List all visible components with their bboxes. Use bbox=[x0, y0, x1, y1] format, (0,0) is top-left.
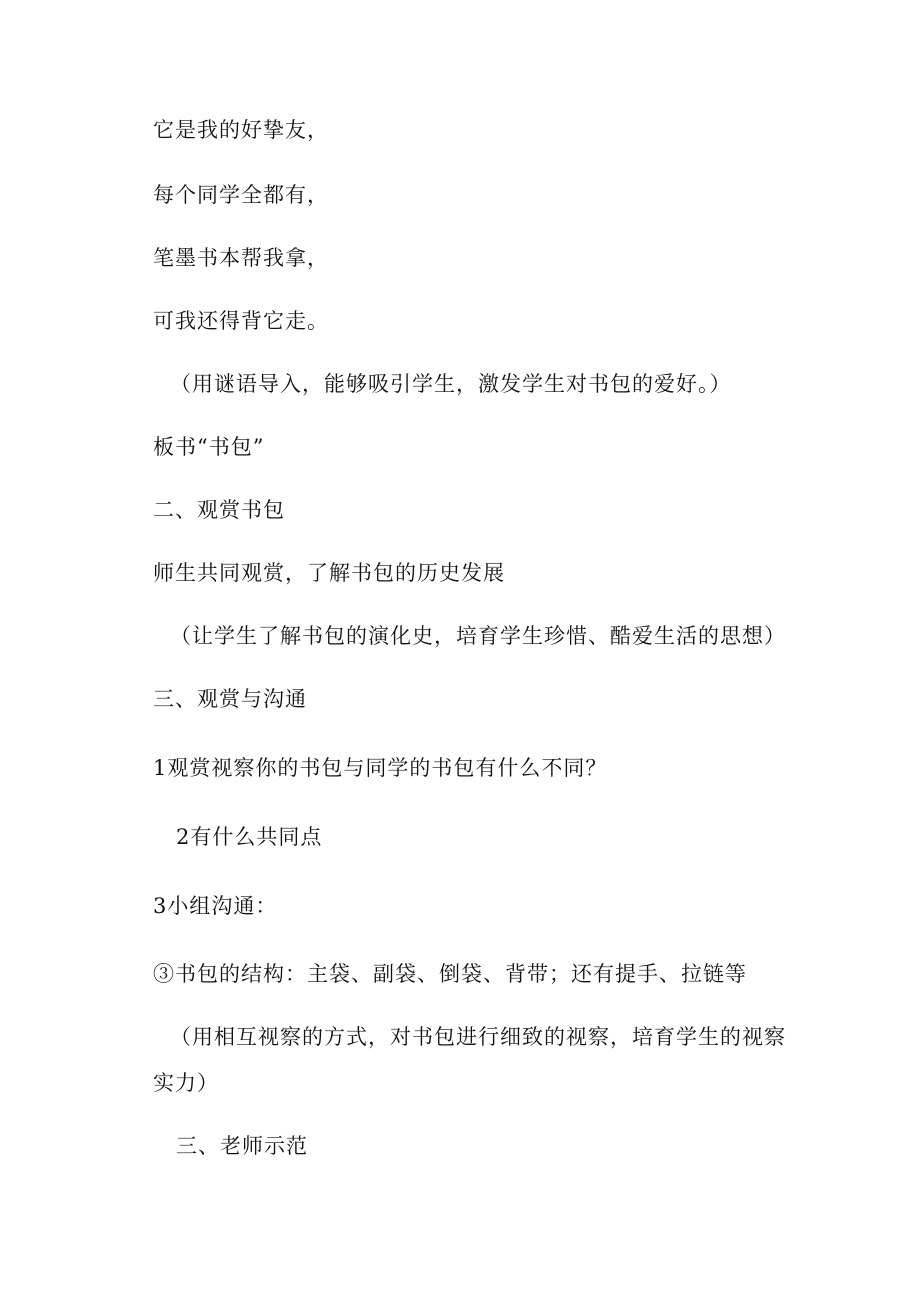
blackboard-title: 板书“书包” bbox=[153, 435, 265, 459]
section-3-note-line-1: （用相互视察的方式，对书包进行细致的视察，培育学生的视察 bbox=[170, 1025, 786, 1049]
section-3-note-line-2: 实力） bbox=[153, 1071, 219, 1095]
section-heading-teacher-demo: 三、老师示范 bbox=[176, 1134, 308, 1158]
section-heading-3: 三、观赏与沟通 bbox=[153, 687, 307, 711]
riddle-note: （用谜语导入，能够吸引学生，激发学生对书包的爱好。） bbox=[170, 372, 732, 396]
riddle-line-3: 笔墨书本帮我拿， bbox=[153, 246, 329, 270]
riddle-line-2: 每个同学全都有， bbox=[153, 183, 329, 207]
riddle-line-1: 它是我的好挚友， bbox=[153, 118, 329, 142]
section-heading-2: 二、观赏书包 bbox=[153, 498, 285, 522]
section-2-text: 师生共同观赏，了解书包的历史发展 bbox=[153, 561, 505, 585]
list-item-2: 2有什么共同点 bbox=[176, 825, 323, 849]
bag-structure-text: ③书包的结构：主袋、副袋、倒袋、背带；还有提手、拉链等 bbox=[153, 962, 747, 986]
list-item-3: 3小组沟通： bbox=[153, 894, 278, 918]
list-item-1: 1观赏视察你的书包与同学的书包有什么不同？ bbox=[153, 756, 608, 780]
section-2-note: （让学生了解书包的演化史，培育学生珍惜、酷爱生活的思想） bbox=[170, 624, 786, 648]
riddle-line-4: 可我还得背它走。 bbox=[153, 309, 329, 333]
